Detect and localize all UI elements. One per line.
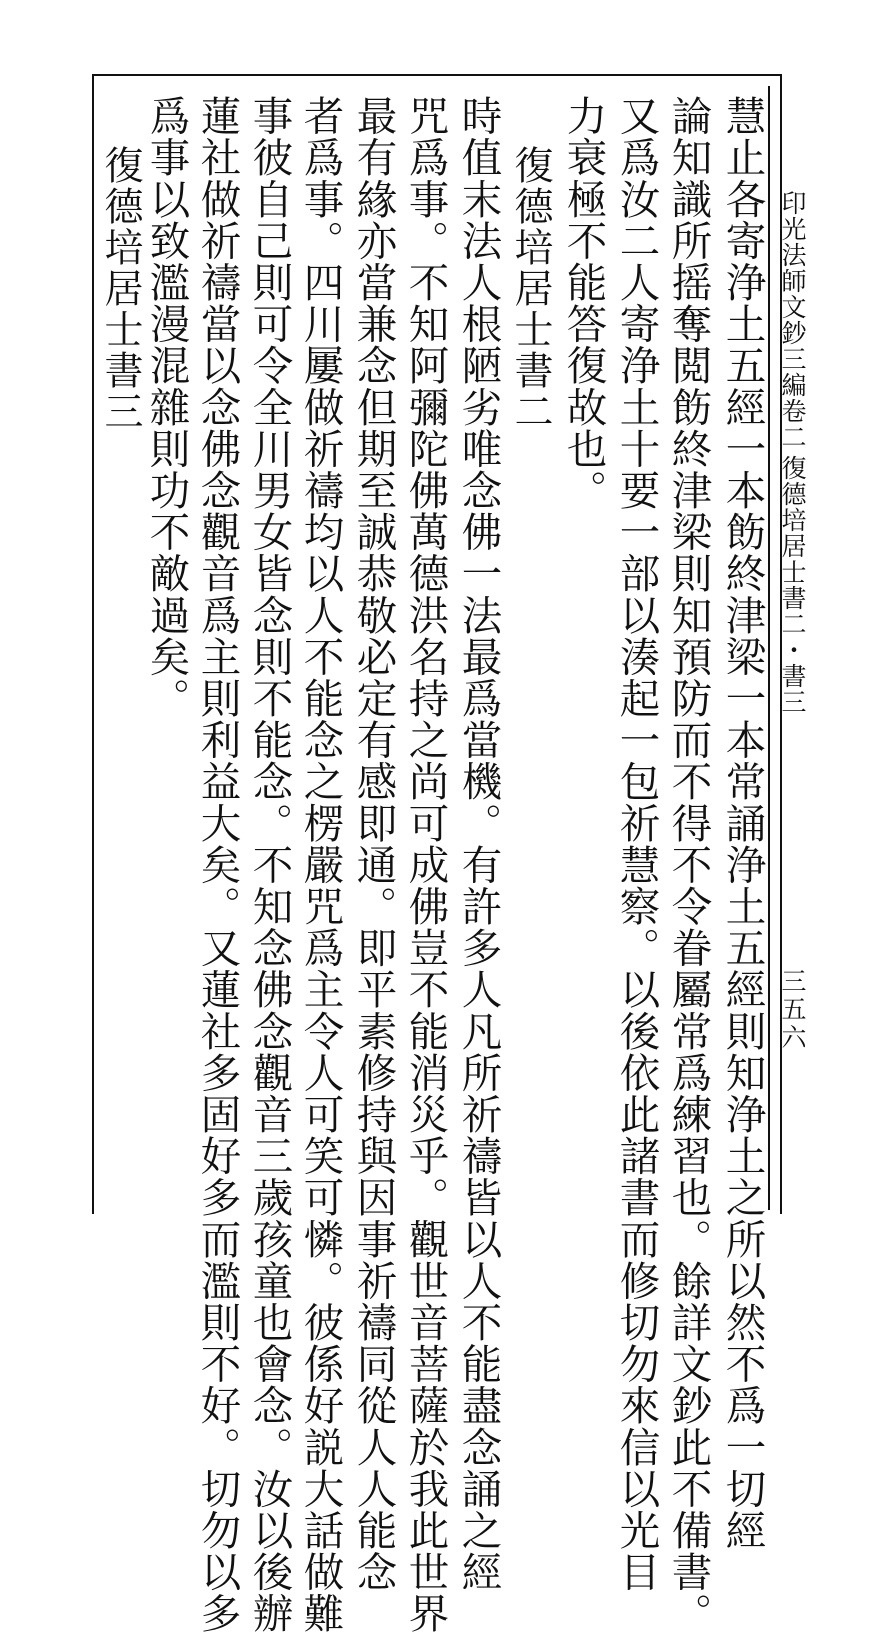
text-column: 事彼自己則可令全川男女皆念則不能念。不知念佛念觀音三歲孩童也會念。汝以後辦	[245, 95, 294, 1634]
letter-title: 復德培居士書二	[508, 145, 553, 432]
text-column: 力衰極不能答復故也。	[559, 95, 608, 511]
text-column: 咒爲事。不知阿彌陀佛萬德洪名持之尚可成佛豈不能消災乎。觀世音菩薩於我此世界	[401, 95, 450, 1634]
text-column: 爲事以致濫漫混雜則功不敵過矣。	[142, 95, 191, 719]
text-column: 最有緣亦當兼念但期至誠恭敬必定有感即通。即平素修持與因事祈禱同從人人能念	[349, 95, 398, 1593]
text-column: 慧止各寄浄土五經一本飭終津梁一本常誦浄土五經則知浄土之所以然不爲一切經	[718, 95, 767, 1551]
text-column: 蓮社做祈禱當以念佛念觀音爲主則利益大矣。又蓮社多固好多而濫則不好。切勿以多	[193, 95, 242, 1634]
margin-rule	[768, 86, 770, 1210]
page-number: 三五六	[778, 968, 807, 1052]
letter-title: 復德培居士書三	[98, 145, 143, 432]
text-column: 論知識所摇奪閲飭終津梁則知預防而不得不令眷屬常爲練習也。餘詳文鈔此不備書。	[664, 95, 713, 1634]
book-title: 印光法師文鈔三編卷二	[778, 190, 807, 450]
section-title: 復德培居士書二・書三	[778, 455, 807, 715]
text-column: 時值末法人根陋劣唯念佛一法最爲當機。有許多人凡所祈禱皆以人不能盡念誦之經	[454, 95, 503, 1593]
text-column: 者爲事。四川屢做祈禱均以人不能念之楞嚴咒爲主令人可笑可憐。彼係好説大話做難	[296, 95, 345, 1634]
text-column: 又爲汝二人寄浄土十要一部以湊起一包祈慧察。以後依此諸書而修切勿來信以光目	[612, 95, 661, 1593]
